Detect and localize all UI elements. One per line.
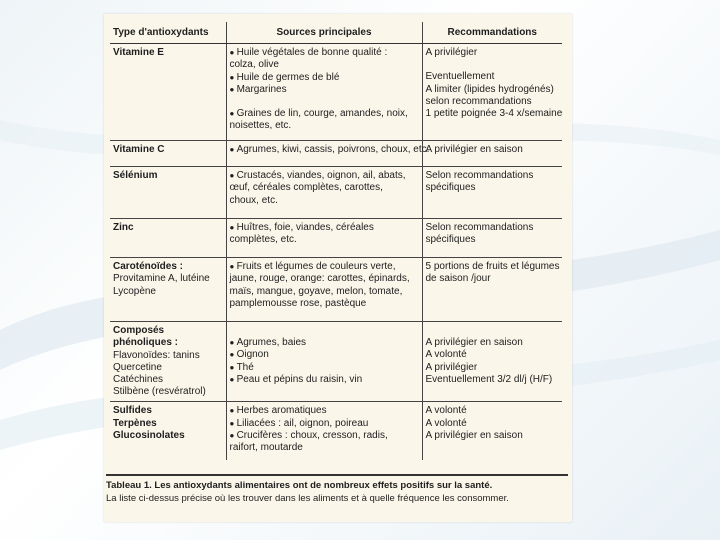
table-row xyxy=(110,402,562,460)
header-type: Type d'antioxydants xyxy=(110,22,226,44)
type-cell: Caroténoïdes : Provitamine A, lutéine Lycopène xyxy=(110,258,226,322)
table-row xyxy=(110,167,562,219)
sources-cell: ● Agrumes, kiwi, cassis, poivrons, choux, etc. xyxy=(226,141,422,167)
header-reco: Recommandations xyxy=(422,22,562,44)
table-header-row xyxy=(110,22,562,44)
reco-cell: A privilégier Eventuellement A limiter (lipides hydrogénés) selon recommandations 1 petite poignée 3-4 x/semaine xyxy=(422,44,562,141)
caption-text: La liste ci-dessus précise où les trouver dans les aliments et à quelle fréquence les consommer. xyxy=(106,493,509,504)
reco-cell: A privilégier en saison xyxy=(422,141,562,167)
type-cell: Composés phénoliques : Flavonoïdes: tanins Quercetine Catéchines Stilbène (resvératrol) xyxy=(110,322,226,402)
reco-cell: 5 portions de fruits et légumes de saison /jour xyxy=(422,258,562,322)
type-cell: Sulfides Terpènes Glucosinolates xyxy=(110,402,226,460)
table-row xyxy=(110,258,562,322)
sources-cell: ● Herbes aromatiques ● Liliacées : ail, oignon, poireau ● Crucifères : choux, cresson, radis, raifort, moutarde xyxy=(226,402,422,460)
table-row xyxy=(110,44,562,141)
caption-title: Tableau 1. Les antioxydants alimentaires ont de nombreux effets positifs sur la santé. xyxy=(106,480,493,491)
header-sources: Sources principales xyxy=(226,22,422,44)
table-caption xyxy=(106,474,568,505)
reco-cell: A volonté A volonté A privilégier en saison xyxy=(422,402,562,460)
type-cell: Zinc xyxy=(110,219,226,258)
type-cell: Vitamine C xyxy=(110,141,226,167)
reco-cell: Selon recommandations spécifiques xyxy=(422,167,562,219)
table-row xyxy=(110,322,562,402)
sources-cell: ● Crustacés, viandes, oignon, ail, abats, œuf, céréales complètes, carottes, choux, etc. xyxy=(226,167,422,219)
sources-cell: ● Fruits et légumes de couleurs verte, jaune, rouge, orange: carottes, épinards, maïs, mangue, goyave, melon, tomate, pamplemousse rose, pastèque xyxy=(226,258,422,322)
type-cell: Sélénium xyxy=(110,167,226,219)
reco-cell: Selon recommandations spécifiques xyxy=(422,219,562,258)
reco-cell: A privilégier en saison A volonté A privilégier Eventuellement 3/2 dl/j (H/F) xyxy=(422,322,562,402)
type-cell: Vitamine E xyxy=(110,44,226,141)
antioxidant-table xyxy=(110,22,562,460)
sources-cell: ● Huile végétales de bonne qualité : colza, olive ● Huile de germes de blé ● Margarines ● Graines de lin, courge, amandes, noix, noisettes, etc. xyxy=(226,44,422,141)
table-row xyxy=(110,219,562,258)
document-sheet xyxy=(104,14,572,522)
sources-cell: ● Huîtres, foie, viandes, céréales complètes, etc. xyxy=(226,219,422,258)
table-row xyxy=(110,141,562,167)
sources-cell: ● Agrumes, baies ● Oignon ● Thé ● Peau et pépins du raisin, vin xyxy=(226,322,422,402)
